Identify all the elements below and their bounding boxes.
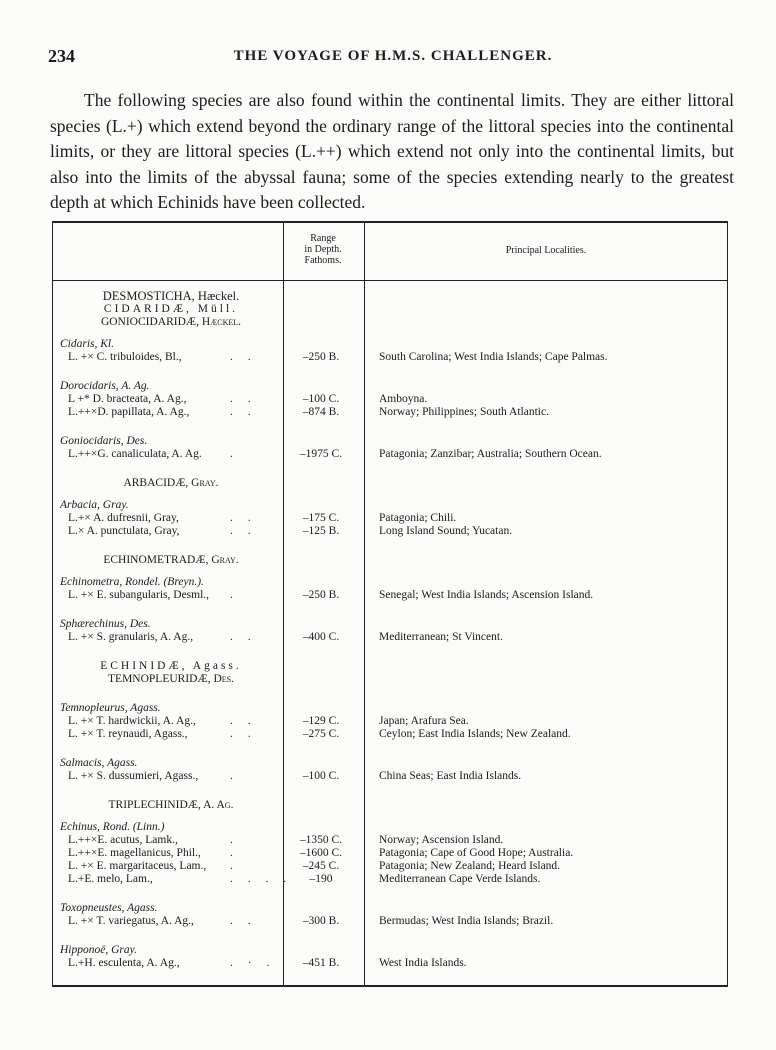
species-name: L. +× T. variegatus, A. Ag., bbox=[68, 915, 194, 927]
depth-range: –175 C. bbox=[302, 512, 340, 524]
family-name bbox=[60, 303, 282, 316]
row-gap bbox=[52, 419, 726, 435]
table-row bbox=[52, 847, 726, 860]
species-name: L.+× A. dufresnii, Gray, bbox=[68, 512, 179, 524]
species-name: L. +× C. tribuloides, Bl., bbox=[68, 351, 182, 363]
species-name: L.+H. esculenta, A. Ag., bbox=[68, 957, 180, 969]
principal-localities: Patagonia; New Zealand; Heard Island. bbox=[379, 860, 561, 872]
principal-localities: Ceylon; East India Islands; New Zealand. bbox=[379, 728, 571, 740]
running-header bbox=[48, 46, 738, 66]
genus-name: Salmacis, Agass. bbox=[60, 757, 138, 769]
species-name: L. +× S. dussumieri, Agass., bbox=[68, 770, 199, 782]
range-header-line: Range bbox=[310, 233, 336, 244]
order-label: DESMOSTICHA, Hæckel. bbox=[102, 289, 240, 303]
intro-paragraph bbox=[50, 88, 734, 216]
family-label: CIDARIDÆ, Müll. bbox=[103, 303, 239, 315]
subfamily-label: TRIPLECHINIDÆ, A. Ag. bbox=[108, 799, 234, 811]
family-name bbox=[60, 660, 282, 673]
species-name: L.++×E. magellanicus, Phil., bbox=[68, 847, 201, 859]
principal-localities: Japan; Arafura Sea. bbox=[379, 715, 469, 727]
table-row bbox=[52, 512, 726, 525]
table-row bbox=[52, 589, 726, 602]
subfamily-name bbox=[60, 799, 282, 812]
table-row bbox=[52, 915, 726, 928]
row-gap bbox=[52, 783, 726, 799]
genus-name: Dorocidaris, A. Ag. bbox=[60, 380, 150, 392]
table-row bbox=[52, 406, 726, 419]
row-gap bbox=[52, 567, 726, 576]
table-row bbox=[52, 393, 726, 406]
depth-range: –300 B. bbox=[302, 915, 340, 927]
depth-range: –129 C. bbox=[302, 715, 340, 727]
subfamily-name bbox=[60, 673, 282, 686]
genus-heading bbox=[52, 338, 726, 351]
principal-localities: Norway; Philippines; South Atlantic. bbox=[379, 406, 549, 418]
subfamily-label: ECHINOMETRADÆ, Gray. bbox=[103, 554, 239, 566]
table-body bbox=[52, 290, 726, 970]
principal-localities: Mediterranean; St Vincent. bbox=[379, 631, 503, 643]
depth-range: –1350 C. bbox=[299, 834, 343, 846]
depth-range: –451 B. bbox=[302, 957, 340, 969]
depth-range: –100 C. bbox=[302, 393, 340, 405]
range-header bbox=[283, 233, 363, 266]
leader-dots: . . bbox=[230, 631, 257, 643]
subfamily-heading bbox=[52, 477, 726, 490]
subfamily-heading bbox=[52, 554, 726, 567]
depth-range: –1975 C. bbox=[299, 448, 343, 460]
row-gap bbox=[52, 490, 726, 499]
principal-localities: Bermudas; West India Islands; Brazil. bbox=[379, 915, 554, 927]
row-gap bbox=[52, 329, 726, 338]
principal-localities: South Carolina; West India Islands; Cape Palmas. bbox=[379, 351, 608, 363]
leader-dots: . . bbox=[230, 512, 257, 524]
leader-dots: . . bbox=[230, 728, 257, 740]
depth-range: –275 C. bbox=[302, 728, 340, 740]
principal-localities: Amboyna. bbox=[379, 393, 428, 405]
principal-localities: West India Islands. bbox=[379, 957, 467, 969]
principal-localities: Norway; Ascension Island. bbox=[379, 834, 504, 846]
table-row bbox=[52, 525, 726, 538]
range-header-line: in Depth. bbox=[304, 244, 342, 255]
genus-heading bbox=[52, 702, 726, 715]
leader-dots: . . bbox=[230, 351, 257, 363]
depth-range: –125 B. bbox=[302, 525, 340, 537]
subfamily-label: ARBACIDÆ, Gray. bbox=[123, 477, 219, 489]
genus-heading bbox=[52, 821, 726, 834]
principal-localities: Patagonia; Zanzibar; Australia; Southern Ocean. bbox=[379, 448, 602, 460]
genus-heading bbox=[52, 944, 726, 957]
row-gap bbox=[52, 741, 726, 757]
table-row bbox=[52, 351, 726, 364]
row-gap bbox=[52, 602, 726, 618]
table-row bbox=[52, 728, 726, 741]
leader-dots: . . bbox=[230, 525, 257, 537]
family-heading bbox=[52, 660, 726, 673]
table-row bbox=[52, 715, 726, 728]
genus-heading bbox=[52, 576, 726, 589]
species-name: L.× A. punctulata, Gray, bbox=[68, 525, 180, 537]
depth-range: –874 B. bbox=[302, 406, 340, 418]
species-name: L. +× T. hardwickii, A. Ag., bbox=[68, 715, 196, 727]
leader-dots: . . bbox=[230, 393, 257, 405]
table-row bbox=[52, 834, 726, 847]
leader-dots: . bbox=[230, 589, 239, 601]
depth-range: –190 bbox=[309, 873, 333, 885]
subfamily-heading bbox=[52, 673, 726, 686]
row-gap bbox=[52, 461, 726, 477]
leader-dots: . bbox=[230, 834, 239, 846]
genus-name: Goniocidaris, Des. bbox=[60, 435, 148, 447]
leader-dots: . bbox=[230, 860, 239, 872]
subfamily-name bbox=[60, 477, 282, 490]
principal-localities: Patagonia; Chili. bbox=[379, 512, 457, 524]
principal-localities: Mediterranean Cape Verde Islands. bbox=[379, 873, 541, 885]
genus-heading bbox=[52, 380, 726, 393]
subfamily-heading bbox=[52, 799, 726, 812]
principal-localities: Senegal; West India Islands; Ascension Island. bbox=[379, 589, 594, 601]
depth-range: –100 C. bbox=[302, 770, 340, 782]
leader-dots: . bbox=[230, 448, 239, 460]
principal-localities: China Seas; East India Islands. bbox=[379, 770, 522, 782]
principal-localities: Patagonia; Cape of Good Hope; Australia. bbox=[379, 847, 574, 859]
leader-dots: . . bbox=[230, 915, 257, 927]
table-row bbox=[52, 860, 726, 873]
species-name: L. +× E. margaritaceus, Lam., bbox=[68, 860, 207, 872]
genus-name: Echinus, Rond. (Linn.) bbox=[60, 821, 165, 833]
row-gap bbox=[52, 928, 726, 944]
page-number: 234 bbox=[48, 46, 75, 66]
family-label: ECHINIDÆ, Agass. bbox=[100, 660, 242, 672]
subfamily-label: TEMNOPLEURIDÆ, Des. bbox=[108, 673, 234, 685]
running-title: THE VOYAGE OF H.M.S. CHALLENGER. bbox=[233, 48, 553, 64]
leader-dots: . bbox=[230, 847, 239, 859]
leader-dots: . . bbox=[230, 715, 257, 727]
localities-header: Principal Localities. bbox=[505, 245, 587, 256]
species-name: L. +× S. granularis, A. Ag., bbox=[68, 631, 194, 643]
genus-heading bbox=[52, 435, 726, 448]
genus-name: Toxopneustes, Agass. bbox=[60, 902, 158, 914]
row-gap bbox=[52, 886, 726, 902]
genus-heading bbox=[52, 757, 726, 770]
depth-range: –250 B. bbox=[302, 351, 340, 363]
species-name: L +* D. bracteata, A. Ag., bbox=[68, 393, 187, 405]
genus-name: Sphærechinus, Des. bbox=[60, 618, 151, 630]
genus-name: Hipponoë, Gray. bbox=[60, 944, 137, 956]
table-row bbox=[52, 873, 726, 886]
order-name bbox=[60, 290, 282, 303]
leader-dots: . · . bbox=[230, 957, 276, 969]
genus-heading bbox=[52, 499, 726, 512]
genus-name: Echinometra, Rondel. (Breyn.). bbox=[60, 576, 204, 588]
species-name: L.++×E. acutus, Lamk., bbox=[68, 834, 178, 846]
table-row bbox=[52, 957, 726, 970]
intro-text: The following species are also found within the continental limits. They are either littoral species (L.+) which extend beyond the ordinary range of the littoral species into the continental limits, or they are littoral species (L.++) which extend not only into the continental limits, but also into the limits of the abyssal fauna; some of the species extending nearly to the greatest depth at which Echinids have been collected. bbox=[50, 90, 734, 212]
family-heading bbox=[52, 303, 726, 316]
row-gap bbox=[52, 644, 726, 660]
species-name: L.++×D. papillata, A. Ag., bbox=[68, 406, 190, 418]
depth-range: –1600 C. bbox=[299, 847, 343, 859]
subfamily-name bbox=[60, 554, 282, 567]
table-row bbox=[52, 770, 726, 783]
row-gap bbox=[52, 538, 726, 554]
table-row bbox=[52, 631, 726, 644]
depth-range: –245 C. bbox=[302, 860, 340, 872]
row-gap bbox=[52, 364, 726, 380]
order-heading bbox=[52, 290, 726, 303]
leader-dots: . . . . bbox=[230, 873, 293, 885]
species-name: L.+E. melo, Lam., bbox=[68, 873, 153, 885]
species-name: L. +× T. reynaudi, Agass., bbox=[68, 728, 188, 740]
genus-heading bbox=[52, 902, 726, 915]
genus-name: Cidaris, Kl. bbox=[60, 338, 115, 350]
genus-name: Arbacia, Gray. bbox=[60, 499, 129, 511]
species-name: L. +× E. subangularis, Desml., bbox=[68, 589, 210, 601]
leader-dots: . . bbox=[230, 406, 257, 418]
table-row bbox=[52, 448, 726, 461]
depth-range: –250 B. bbox=[302, 589, 340, 601]
depth-range: –400 C. bbox=[302, 631, 340, 643]
leader-dots: . bbox=[230, 770, 239, 782]
subfamily-label: GONIOCIDARIDÆ, Hæckel. bbox=[100, 316, 242, 328]
principal-localities: Long Island Sound; Yucatan. bbox=[379, 525, 513, 537]
subfamily-heading bbox=[52, 316, 726, 329]
header-rule bbox=[53, 280, 727, 281]
range-header-line: Fathoms. bbox=[304, 255, 342, 266]
genus-name: Temnopleurus, Agass. bbox=[60, 702, 161, 714]
genus-heading bbox=[52, 618, 726, 631]
row-gap bbox=[52, 812, 726, 821]
species-name: L.++×G. canaliculata, A. Ag. bbox=[68, 448, 202, 460]
subfamily-name bbox=[60, 316, 282, 329]
row-gap bbox=[52, 686, 726, 702]
